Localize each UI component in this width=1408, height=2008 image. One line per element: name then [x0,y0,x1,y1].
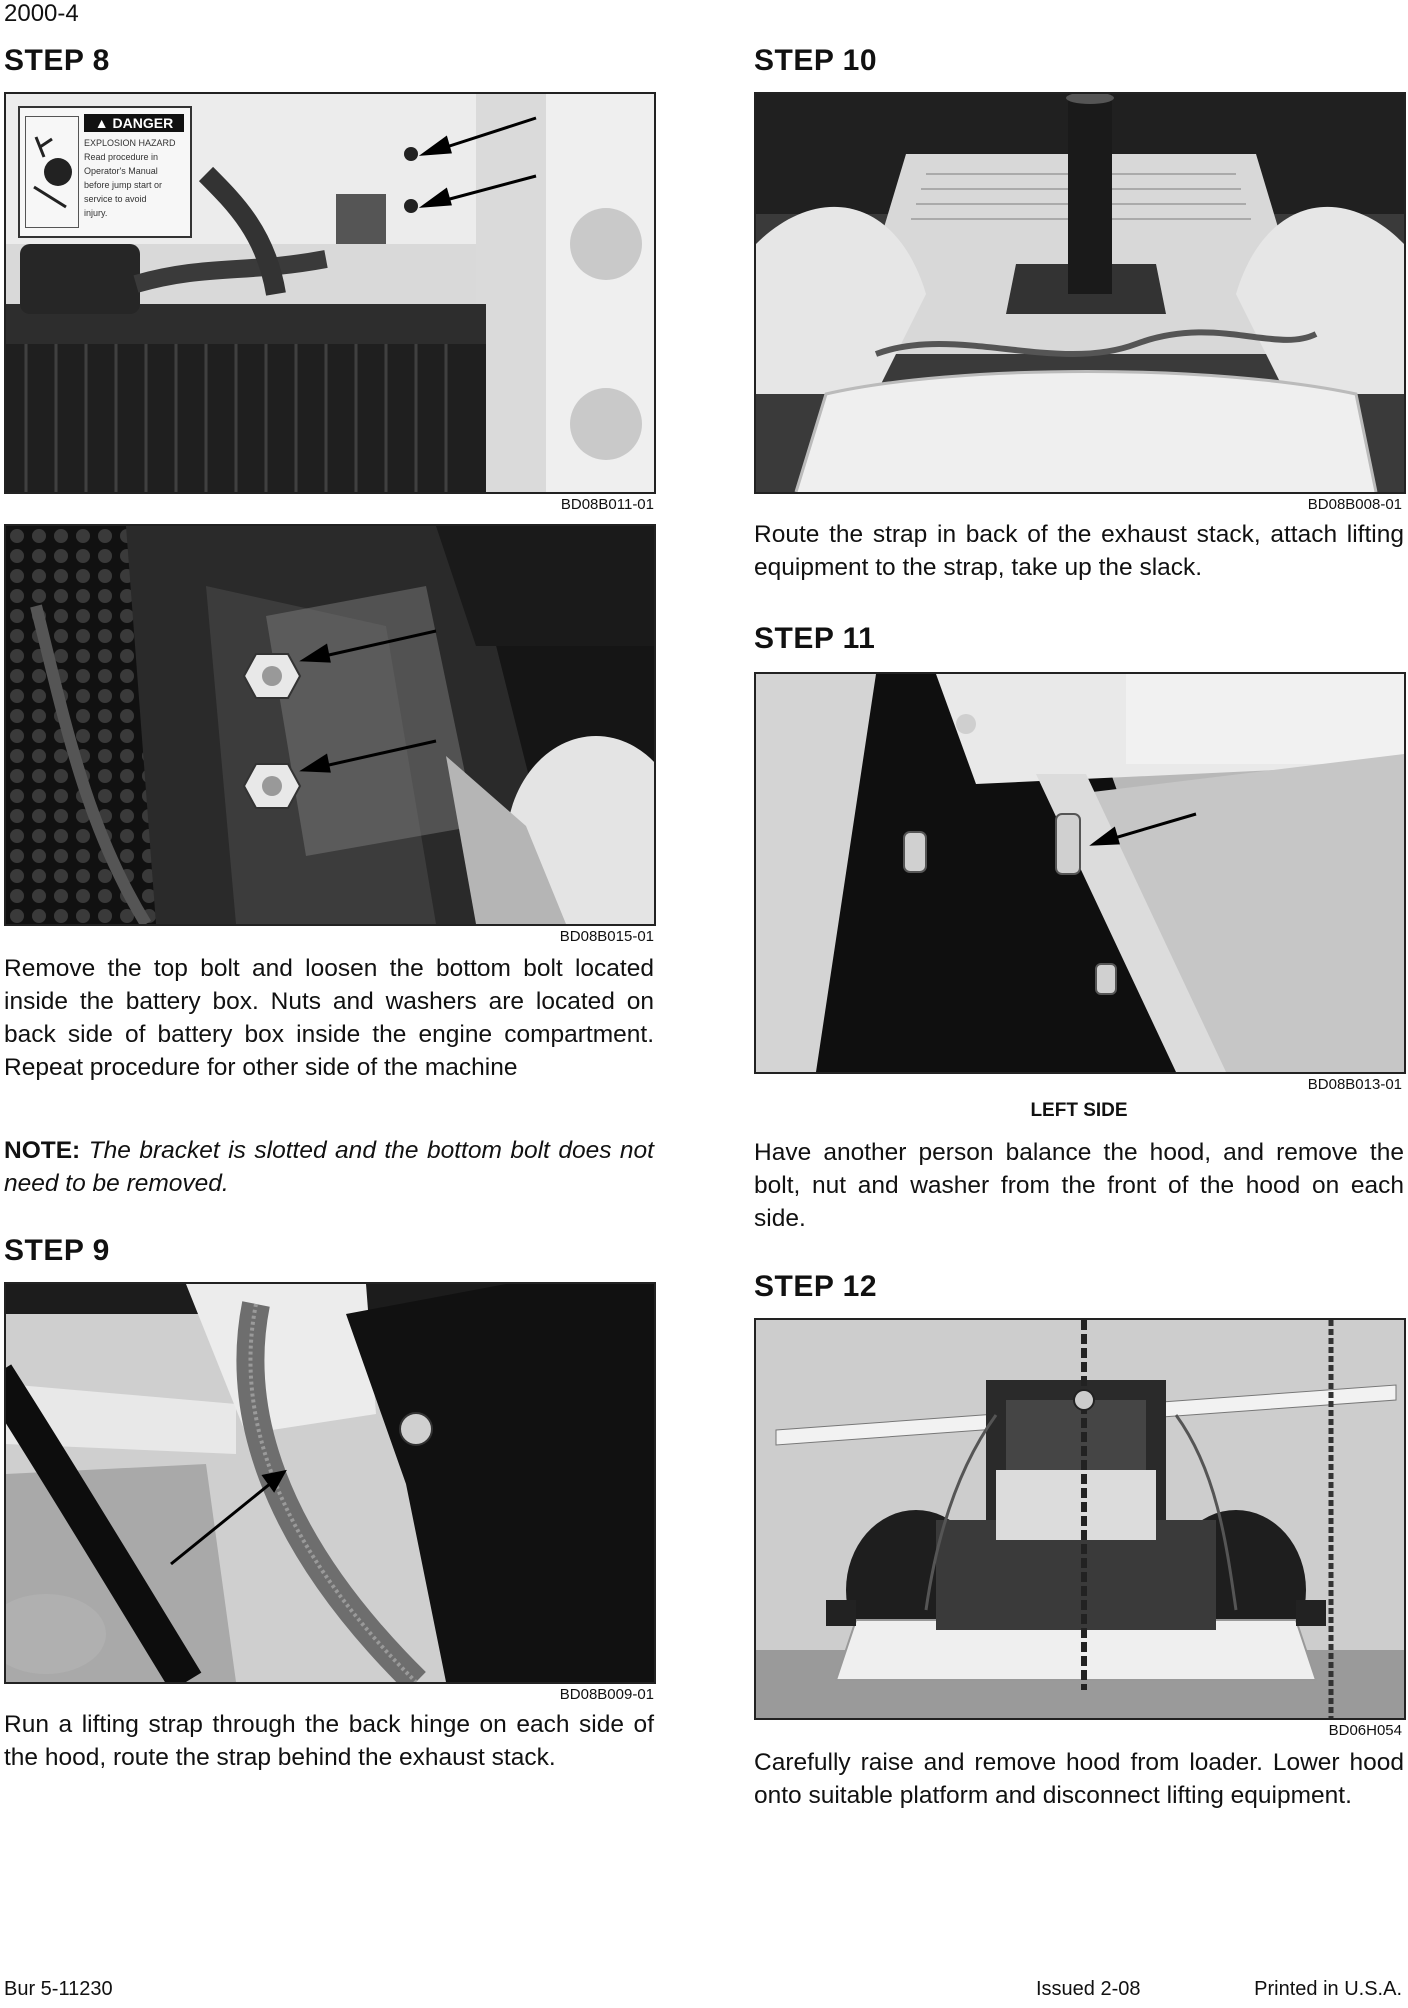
photo-raising-hood [754,1318,1406,1720]
step-10-heading: STEP 10 [754,44,878,77]
page-number: 2000-4 [4,0,79,27]
step-11-text: Have another person balance the hood, and remove the bolt, nut and washer from the front of the hood on each side. [754,1139,1404,1232]
step-11-heading: STEP 11 [754,622,876,655]
photo-code: BD08B009-01 [559,1686,654,1703]
step-8-text: Remove the top bolt and loosen the bottom bolt located inside the battery box. Nuts and washers are located on back side of battery box inside the engine compartment. Repeat procedure for other side of the machine [4,955,654,1081]
step-12-text: Carefully raise and remove hood from loader. Lower hood onto suitable platform and disconnect lifting equipment. [754,1749,1404,1809]
danger-decal [18,106,192,238]
photo-code: BD08B013-01 [1307,1076,1402,1093]
step-8-heading: STEP 8 [4,44,110,77]
photo-exhaust-stack [754,92,1406,494]
step-12-heading: STEP 12 [754,1270,878,1303]
photo-battery-box [4,92,656,494]
decal-line: Operator's Manual [84,166,158,176]
photo-caption: LEFT SIDE [1030,1100,1128,1121]
step-9-text: Run a lifting strap through the back hinge on each side of the hood, route the strap behind the exhaust stack. [4,1711,654,1771]
footer-doc-number: Bur 5-11230 [4,1978,113,2000]
footer-printed: Printed in U.S.A. [1254,1978,1402,2000]
step-10-text: Route the strap in back of the exhaust stack, attach lifting equipment to the strap, take up the slack. [754,521,1404,581]
step-8-note [4,1134,654,1200]
decal-line: service to avoid [84,194,147,204]
footer-issued: Issued 2-08 [1036,1978,1141,2000]
decal-line: injury. [84,208,108,218]
photo-code: BD08B011-01 [560,496,654,513]
photo-code: BD06H054 [1328,1722,1402,1739]
photo-code: BD08B015-01 [559,928,654,945]
decal-line: before jump start or [84,180,163,190]
decal-line: Read procedure in [84,152,159,162]
danger-heading-text: DANGER [112,115,174,131]
danger-heading [84,114,184,132]
photo-hood-front-bolt [754,672,1406,1074]
warning-triangle-icon: ▲ [94,115,109,131]
decal-line: EXPLOSION HAZARD [84,138,176,148]
photo-bracket-bolts [4,524,656,926]
photo-code: BD08B008-01 [1307,496,1402,513]
note-label: NOTE: [4,1137,81,1164]
hazard-pictogram [25,116,79,228]
note-text: The bracket is slotted and the bottom bolt does not need to be removed. [4,1137,654,1197]
step-9-heading: STEP 9 [4,1234,110,1267]
decal-text [84,136,188,220]
photo-hinge-strap [4,1282,656,1684]
